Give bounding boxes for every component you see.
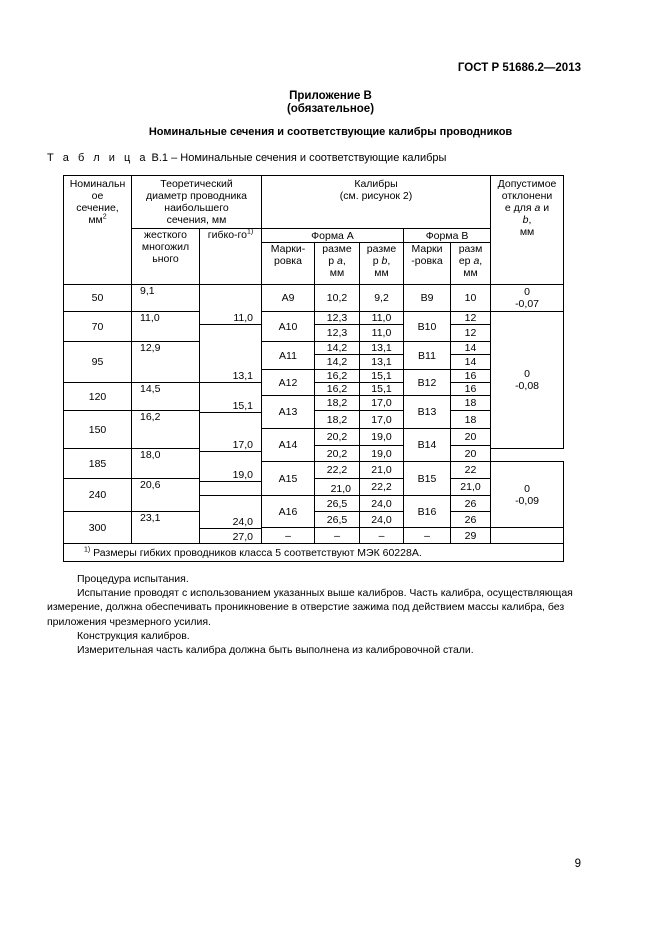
size-a-cell: 16,2: [315, 370, 360, 383]
calibers-table: [63, 175, 564, 562]
mark-b-cell: В14: [404, 429, 451, 462]
size-b2-cell: 16: [451, 370, 491, 383]
size-b2-cell: 12: [451, 325, 491, 342]
mark-a-cell: А10: [262, 312, 315, 342]
tolerance-cell-empty: [491, 528, 564, 544]
header-size-b: разме р b, мм: [360, 243, 404, 285]
header-form-b: Форма В: [404, 229, 491, 243]
size-b-cell: 24,0: [360, 512, 404, 528]
size-a-cell: 18,2: [315, 411, 360, 429]
rigid-cell: 14,5: [132, 383, 200, 411]
header-marking-b: Марки -ровка: [404, 243, 451, 285]
calibers-table-container: [63, 175, 563, 560]
mark-b-cell: –: [404, 528, 451, 544]
size-b2-cell: 18: [451, 396, 491, 411]
nominal-cell: 120: [64, 383, 132, 411]
size-b2-cell: 10: [451, 285, 491, 312]
size-a-cell: 20,2: [315, 429, 360, 446]
size-b2-cell: 22: [451, 462, 491, 479]
size-b-cell: 24,0: [360, 496, 404, 512]
nominal-cell: 50: [64, 285, 132, 312]
flexible-cell: 24,0: [200, 496, 262, 529]
mark-b-cell: В11: [404, 342, 451, 370]
mark-a-cell: А13: [262, 396, 315, 429]
header-size-b2: разм ер a, мм: [451, 243, 491, 285]
size-b2-cell: 20: [451, 446, 491, 462]
rigid-cell: 20,6: [132, 479, 200, 512]
flexible-cell: 19,0: [200, 452, 262, 482]
size-a-cell: 18,2: [315, 396, 360, 411]
size-a-cell: –: [315, 528, 360, 544]
size-b-cell: 15,1: [360, 370, 404, 383]
flexible-cell: 17,0: [200, 413, 262, 452]
size-b-cell: 17,0: [360, 396, 404, 411]
header-nominal-section: Номинальн ое сечение, $мм^2$: [64, 176, 132, 285]
size-b-cell: 19,0: [360, 446, 404, 462]
mark-a-cell: А15: [262, 462, 315, 496]
size-b2-cell: 26: [451, 512, 491, 528]
mark-b-cell: В15: [404, 462, 451, 496]
size-b-cell: 19,0: [360, 429, 404, 446]
tolerance-cell: 0 -0,07: [491, 285, 564, 312]
nominal-cell: 95: [64, 342, 132, 383]
size-b2-cell: 20: [451, 429, 491, 446]
flexible-cell: 21,0: [315, 479, 360, 496]
mark-a-cell: А12: [262, 370, 315, 396]
table-caption-label: Т а б л и ц а: [47, 152, 149, 164]
flexible-cell: 13,1: [200, 325, 262, 383]
mark-a-cell: А9: [262, 285, 315, 312]
body-paragraph: Измерительная часть калибра должна быть выполнена из калибровочной стали.: [77, 644, 474, 657]
mark-b-cell: В13: [404, 396, 451, 429]
size-a-cell: 22,2: [360, 479, 404, 496]
flexible-cell: 11,0: [200, 285, 262, 325]
mark-a-cell: А14: [262, 429, 315, 462]
nominal-cell: 150: [64, 411, 132, 449]
header-theoretical-diameter: Теоретический диаметр проводника наибольшего сечения, мм: [132, 176, 262, 229]
size-a-cell: 12,3: [315, 325, 360, 342]
size-b-cell: 11,0: [360, 312, 404, 325]
mark-b-cell: В16: [404, 496, 451, 528]
size-b-cell: 13,1: [360, 355, 404, 370]
size-b-cell: 21,0: [360, 462, 404, 479]
size-b-cell: –: [360, 528, 404, 544]
size-b-cell: 13,1: [360, 342, 404, 355]
rigid-cell: 12,9: [132, 342, 200, 383]
header-form-a: Форма А: [262, 229, 404, 243]
size-a-cell: 26,5: [315, 512, 360, 528]
tolerance-cell: 0 -0,09: [491, 462, 564, 528]
table-footnote: $^{1)}$ Размеры гибких проводников класса 5 соответствуют МЭК 60228А.: [64, 544, 564, 562]
rigid-cell: 18,0: [132, 449, 200, 479]
header-calibers: Калибры (см. рисунок 2): [262, 176, 491, 229]
flexible-cell: 27,0: [200, 529, 262, 544]
mark-a-cell: А16: [262, 496, 315, 528]
mark-a-cell: А11: [262, 342, 315, 370]
tolerance-cell: 0 -0,08: [491, 312, 564, 449]
size-b-cell: 15,1: [360, 383, 404, 396]
standard-code: ГОСТ Р 51686.2—2013: [457, 62, 581, 74]
nominal-cell: 185: [64, 449, 132, 479]
rigid-cell: 11,0: [132, 312, 200, 342]
size-a-cell: 20,2: [315, 446, 360, 462]
body-text: [47, 572, 607, 657]
header-marking-a: Марки- ровка: [262, 243, 315, 285]
size-b2-cell: 12: [451, 312, 491, 325]
size-a-cell: 22,2: [315, 462, 360, 479]
rigid-cell: 9,1: [132, 285, 200, 312]
section-title: Номинальные сечения и соответствующие калибры проводников: [148, 126, 513, 138]
size-b2-cell: 18: [451, 411, 491, 429]
body-paragraph: Процедура испытания.: [77, 573, 189, 585]
size-a-cell: 14,2: [315, 342, 360, 355]
header-rigid-stranded: жесткого многожил ьного: [132, 229, 200, 285]
size-a-cell: 12,3: [315, 312, 360, 325]
header-tolerance: Допустимое отклонени е для a и b, мм: [491, 176, 564, 285]
size-a-cell: 10,2: [315, 285, 360, 312]
appendix-status: (обязательное): [286, 103, 375, 115]
size-b-cell: 17,0: [360, 411, 404, 429]
mark-a-cell: –: [262, 528, 315, 544]
body-paragraph: Конструкция калибров.: [77, 629, 190, 642]
size-b2-cell: 29: [451, 528, 491, 544]
header-flexible: гибко-$го^{1)}$: [200, 229, 262, 285]
size-b-cell: 11,0: [360, 325, 404, 342]
table-caption-text: В.1 – Номинальные сечения и соответствующие калибры: [148, 152, 447, 164]
body-paragraph: Испытание проводят с использованием указанных выше калибров. Часть калибра, осуществляющая измерение, должна обеспечивать проникновение в отверстие зажима под действием массы калибра, без приложения чрезмерного усилия.: [47, 587, 573, 628]
mark-b-cell: В10: [404, 312, 451, 342]
nominal-cell: 240: [64, 479, 132, 512]
mark-b-cell: В12: [404, 370, 451, 396]
size-a-cell: 14,2: [315, 355, 360, 370]
nominal-cell: 300: [64, 512, 132, 544]
nominal-cell: 70: [64, 312, 132, 342]
size-b2-cell: 14: [451, 355, 491, 370]
appendix-title: Приложение В: [289, 90, 372, 102]
size-a-cell: 26,5: [315, 496, 360, 512]
rigid-cell: 16,2: [132, 411, 200, 449]
size-b2-cell: 14: [451, 342, 491, 355]
size-a-cell: 16,2: [315, 383, 360, 396]
mark-b-cell: В9: [404, 285, 451, 312]
header-size-a: разме р a, мм: [315, 243, 360, 285]
flexible-cell: 15,1: [200, 383, 262, 413]
size-b2-cell: 16: [451, 383, 491, 396]
size-b-cell: 21,0: [451, 479, 491, 496]
table-caption: [47, 152, 446, 164]
rigid-cell: 23,1: [132, 512, 200, 544]
page-number: 9: [574, 858, 581, 870]
size-b-cell: 9,2: [360, 285, 404, 312]
size-b2-cell: 26: [451, 496, 491, 512]
